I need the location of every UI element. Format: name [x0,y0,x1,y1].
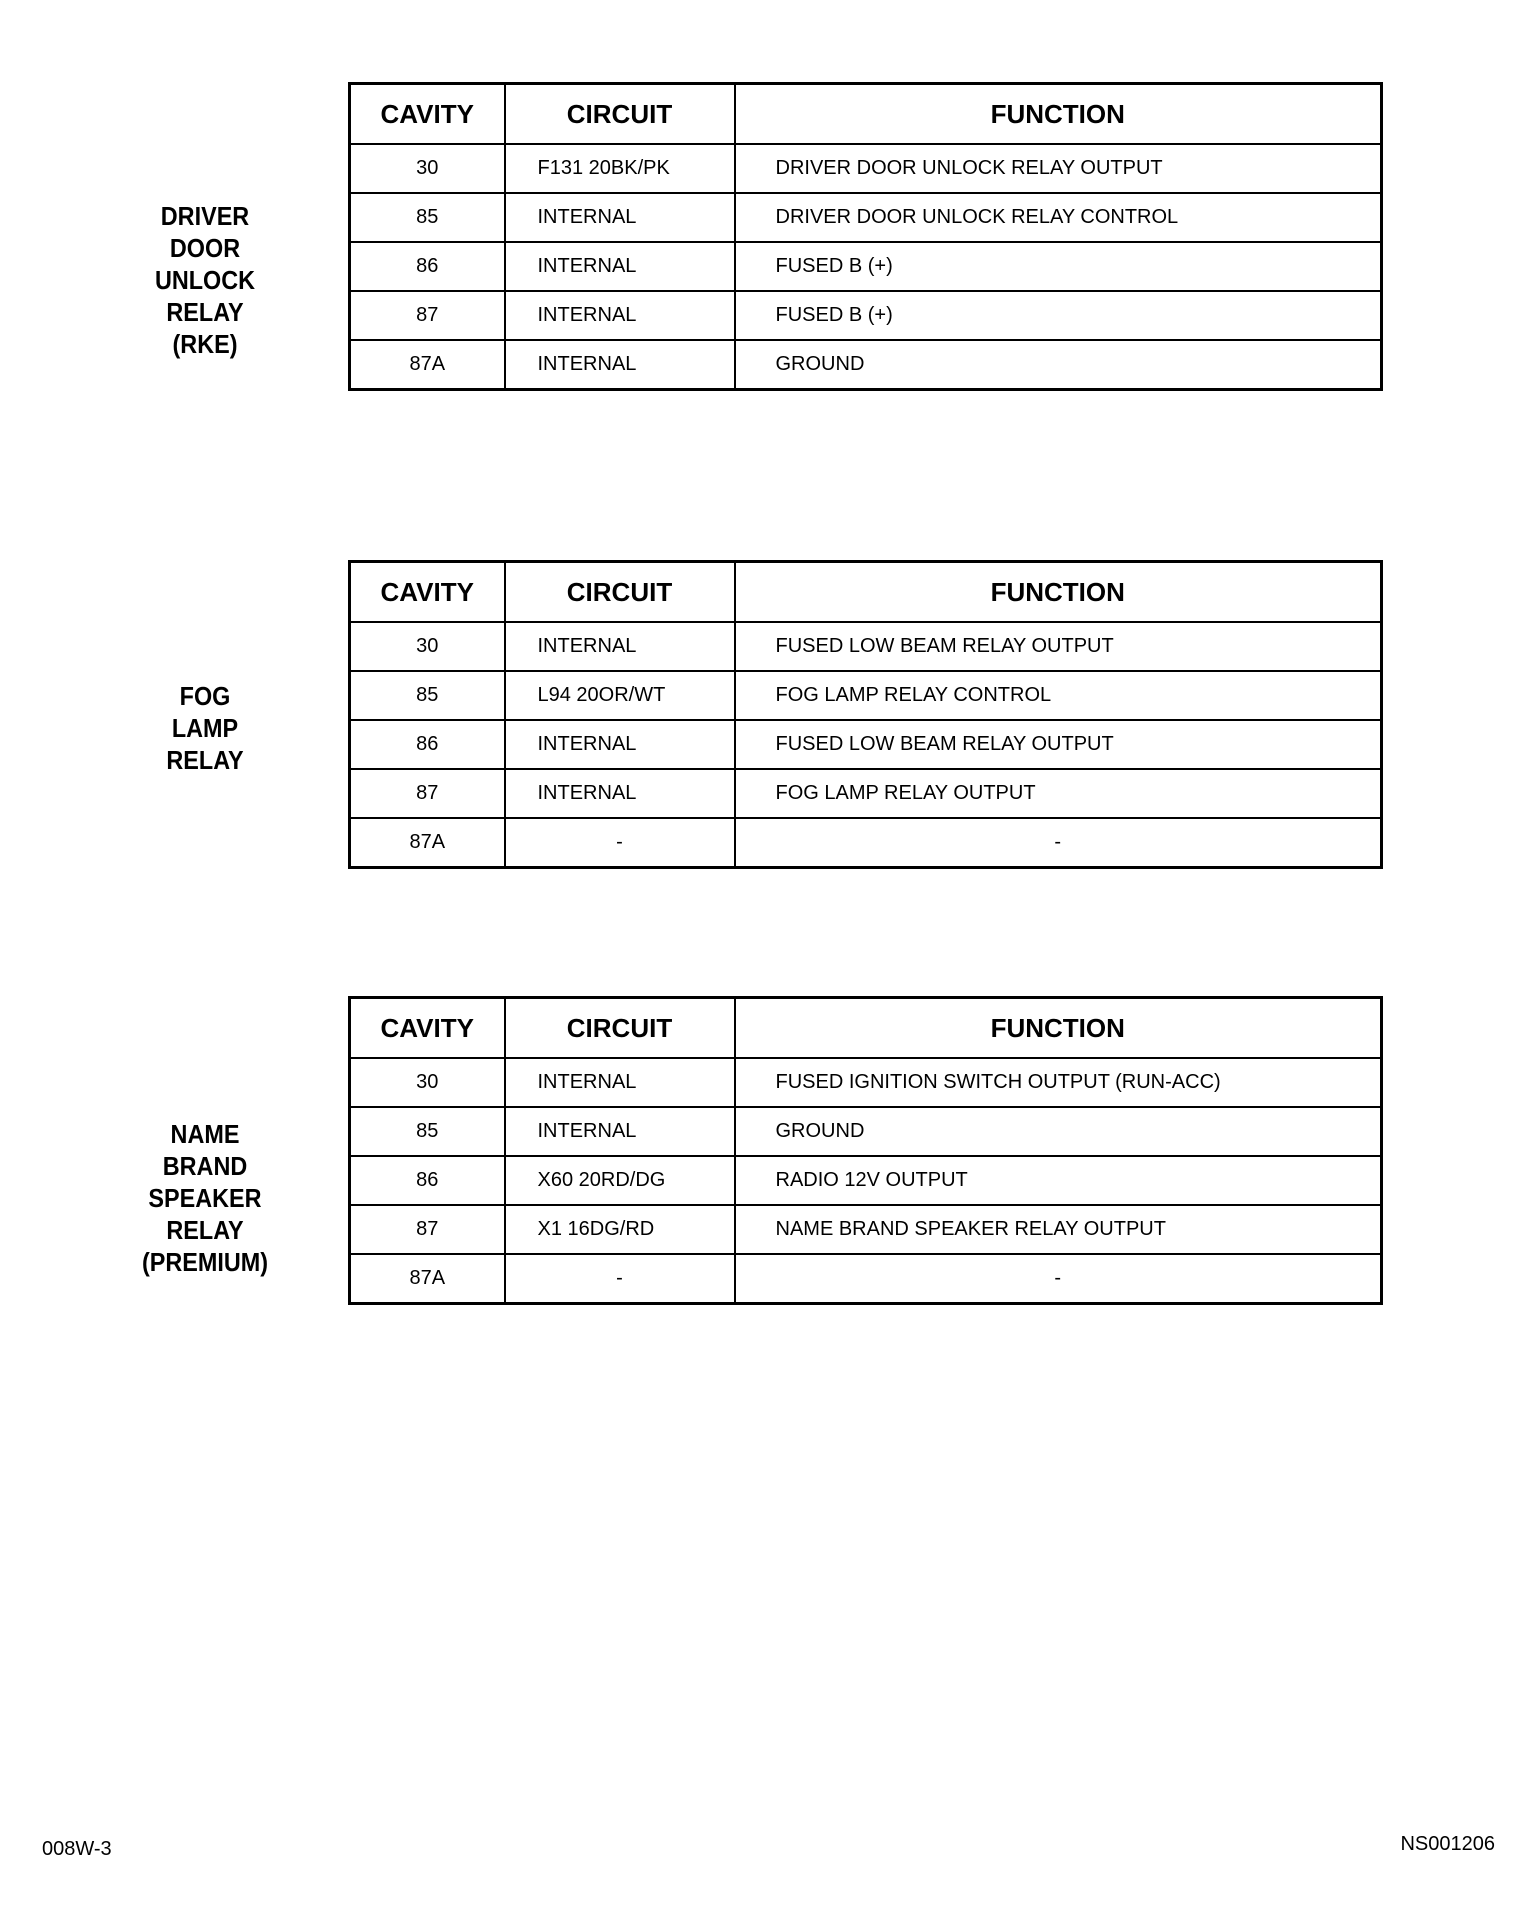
column-header-function: FUNCTION [735,84,1382,145]
column-header-circuit: CIRCUIT [505,998,735,1059]
cavity-cell: 85 [350,671,505,720]
table-row [350,622,1382,671]
relay-label [111,1118,300,1278]
table-row [350,193,1382,242]
relay-label-line: (RKE) [172,329,238,359]
circuit-cell: INTERNAL [505,242,735,291]
circuit-cell: X1 16DG/RD [505,1205,735,1254]
cavity-cell: 87A [350,1254,505,1304]
cavity-cell: 85 [350,193,505,242]
table-row [350,1254,1382,1304]
function-cell: FUSED IGNITION SWITCH OUTPUT (RUN-ACC) [735,1058,1382,1107]
table-row [350,818,1382,868]
circuit-cell: INTERNAL [505,340,735,390]
relay-label-line: RELAY [166,745,244,775]
function-cell: - [735,1254,1382,1304]
cavity-cell: 87 [350,291,505,340]
circuit-cell: X60 20RD/DG [505,1156,735,1205]
relay-label-line: DRIVER [160,201,250,231]
relay-label-line: (PREMIUM) [141,1247,269,1277]
function-cell: DRIVER DOOR UNLOCK RELAY CONTROL [735,193,1382,242]
function-cell: RADIO 12V OUTPUT [735,1156,1382,1205]
table-row [350,1058,1382,1107]
column-header-circuit: CIRCUIT [505,562,735,623]
relay-label-line: UNLOCK [154,265,256,295]
cavity-cell: 87A [350,340,505,390]
function-cell: GROUND [735,1107,1382,1156]
function-cell: FUSED LOW BEAM RELAY OUTPUT [735,720,1382,769]
cavity-cell: 87 [350,1205,505,1254]
function-cell: GROUND [735,340,1382,390]
cavity-cell: 85 [350,1107,505,1156]
circuit-cell: INTERNAL [505,1107,735,1156]
column-header-function: FUNCTION [735,562,1382,623]
document-page-number: 008W-3 [42,1838,112,1860]
function-cell: FUSED B (+) [735,242,1382,291]
relay-label-line: RELAY [166,297,244,327]
cavity-cell: 86 [350,242,505,291]
table-row [350,144,1382,193]
cavity-cell: 30 [350,144,505,193]
table-row [350,720,1382,769]
document-id: NS001206 [1400,1833,1495,1855]
circuit-cell: INTERNAL [505,1058,735,1107]
function-cell: FUSED LOW BEAM RELAY OUTPUT [735,622,1382,671]
table-header-row [350,562,1382,623]
circuit-cell: INTERNAL [505,769,735,818]
relay-label-line: FOG [179,681,231,711]
circuit-cell: - [505,1254,735,1304]
circuit-cell: INTERNAL [505,720,735,769]
circuit-cell: L94 20OR/WT [505,671,735,720]
pin-table [348,996,1383,1305]
function-cell: DRIVER DOOR UNLOCK RELAY OUTPUT [735,144,1382,193]
function-cell: FOG LAMP RELAY CONTROL [735,671,1382,720]
relay-label [111,680,300,776]
cavity-cell: 30 [350,1058,505,1107]
relay-label-line: LAMP [171,713,239,743]
pin-table [348,560,1383,869]
function-cell: - [735,818,1382,868]
circuit-cell: F131 20BK/PK [505,144,735,193]
circuit-cell: INTERNAL [505,193,735,242]
table-row [350,1107,1382,1156]
relay-label-line: SPEAKER [148,1183,262,1213]
relay-label [111,200,300,360]
cavity-cell: 87A [350,818,505,868]
table-row [350,671,1382,720]
column-header-function: FUNCTION [735,998,1382,1059]
column-header-cavity: CAVITY [350,562,505,623]
circuit-cell: - [505,818,735,868]
table-row [350,340,1382,390]
relay-label-line: NAME [170,1119,240,1149]
table-row [350,1205,1382,1254]
cavity-cell: 87 [350,769,505,818]
circuit-cell: INTERNAL [505,622,735,671]
pin-table [348,82,1383,391]
table-header-row [350,998,1382,1059]
cavity-cell: 86 [350,720,505,769]
table-header-row [350,84,1382,145]
relay-label-line: BRAND [162,1151,248,1181]
column-header-cavity: CAVITY [350,998,505,1059]
relay-label-line: DOOR [169,233,241,263]
function-cell: FOG LAMP RELAY OUTPUT [735,769,1382,818]
table-row [350,242,1382,291]
function-cell: FUSED B (+) [735,291,1382,340]
column-header-circuit: CIRCUIT [505,84,735,145]
table-row [350,769,1382,818]
table-row [350,291,1382,340]
function-cell: NAME BRAND SPEAKER RELAY OUTPUT [735,1205,1382,1254]
cavity-cell: 30 [350,622,505,671]
relay-label-line: RELAY [166,1215,244,1245]
cavity-cell: 86 [350,1156,505,1205]
table-row [350,1156,1382,1205]
circuit-cell: INTERNAL [505,291,735,340]
column-header-cavity: CAVITY [350,84,505,145]
